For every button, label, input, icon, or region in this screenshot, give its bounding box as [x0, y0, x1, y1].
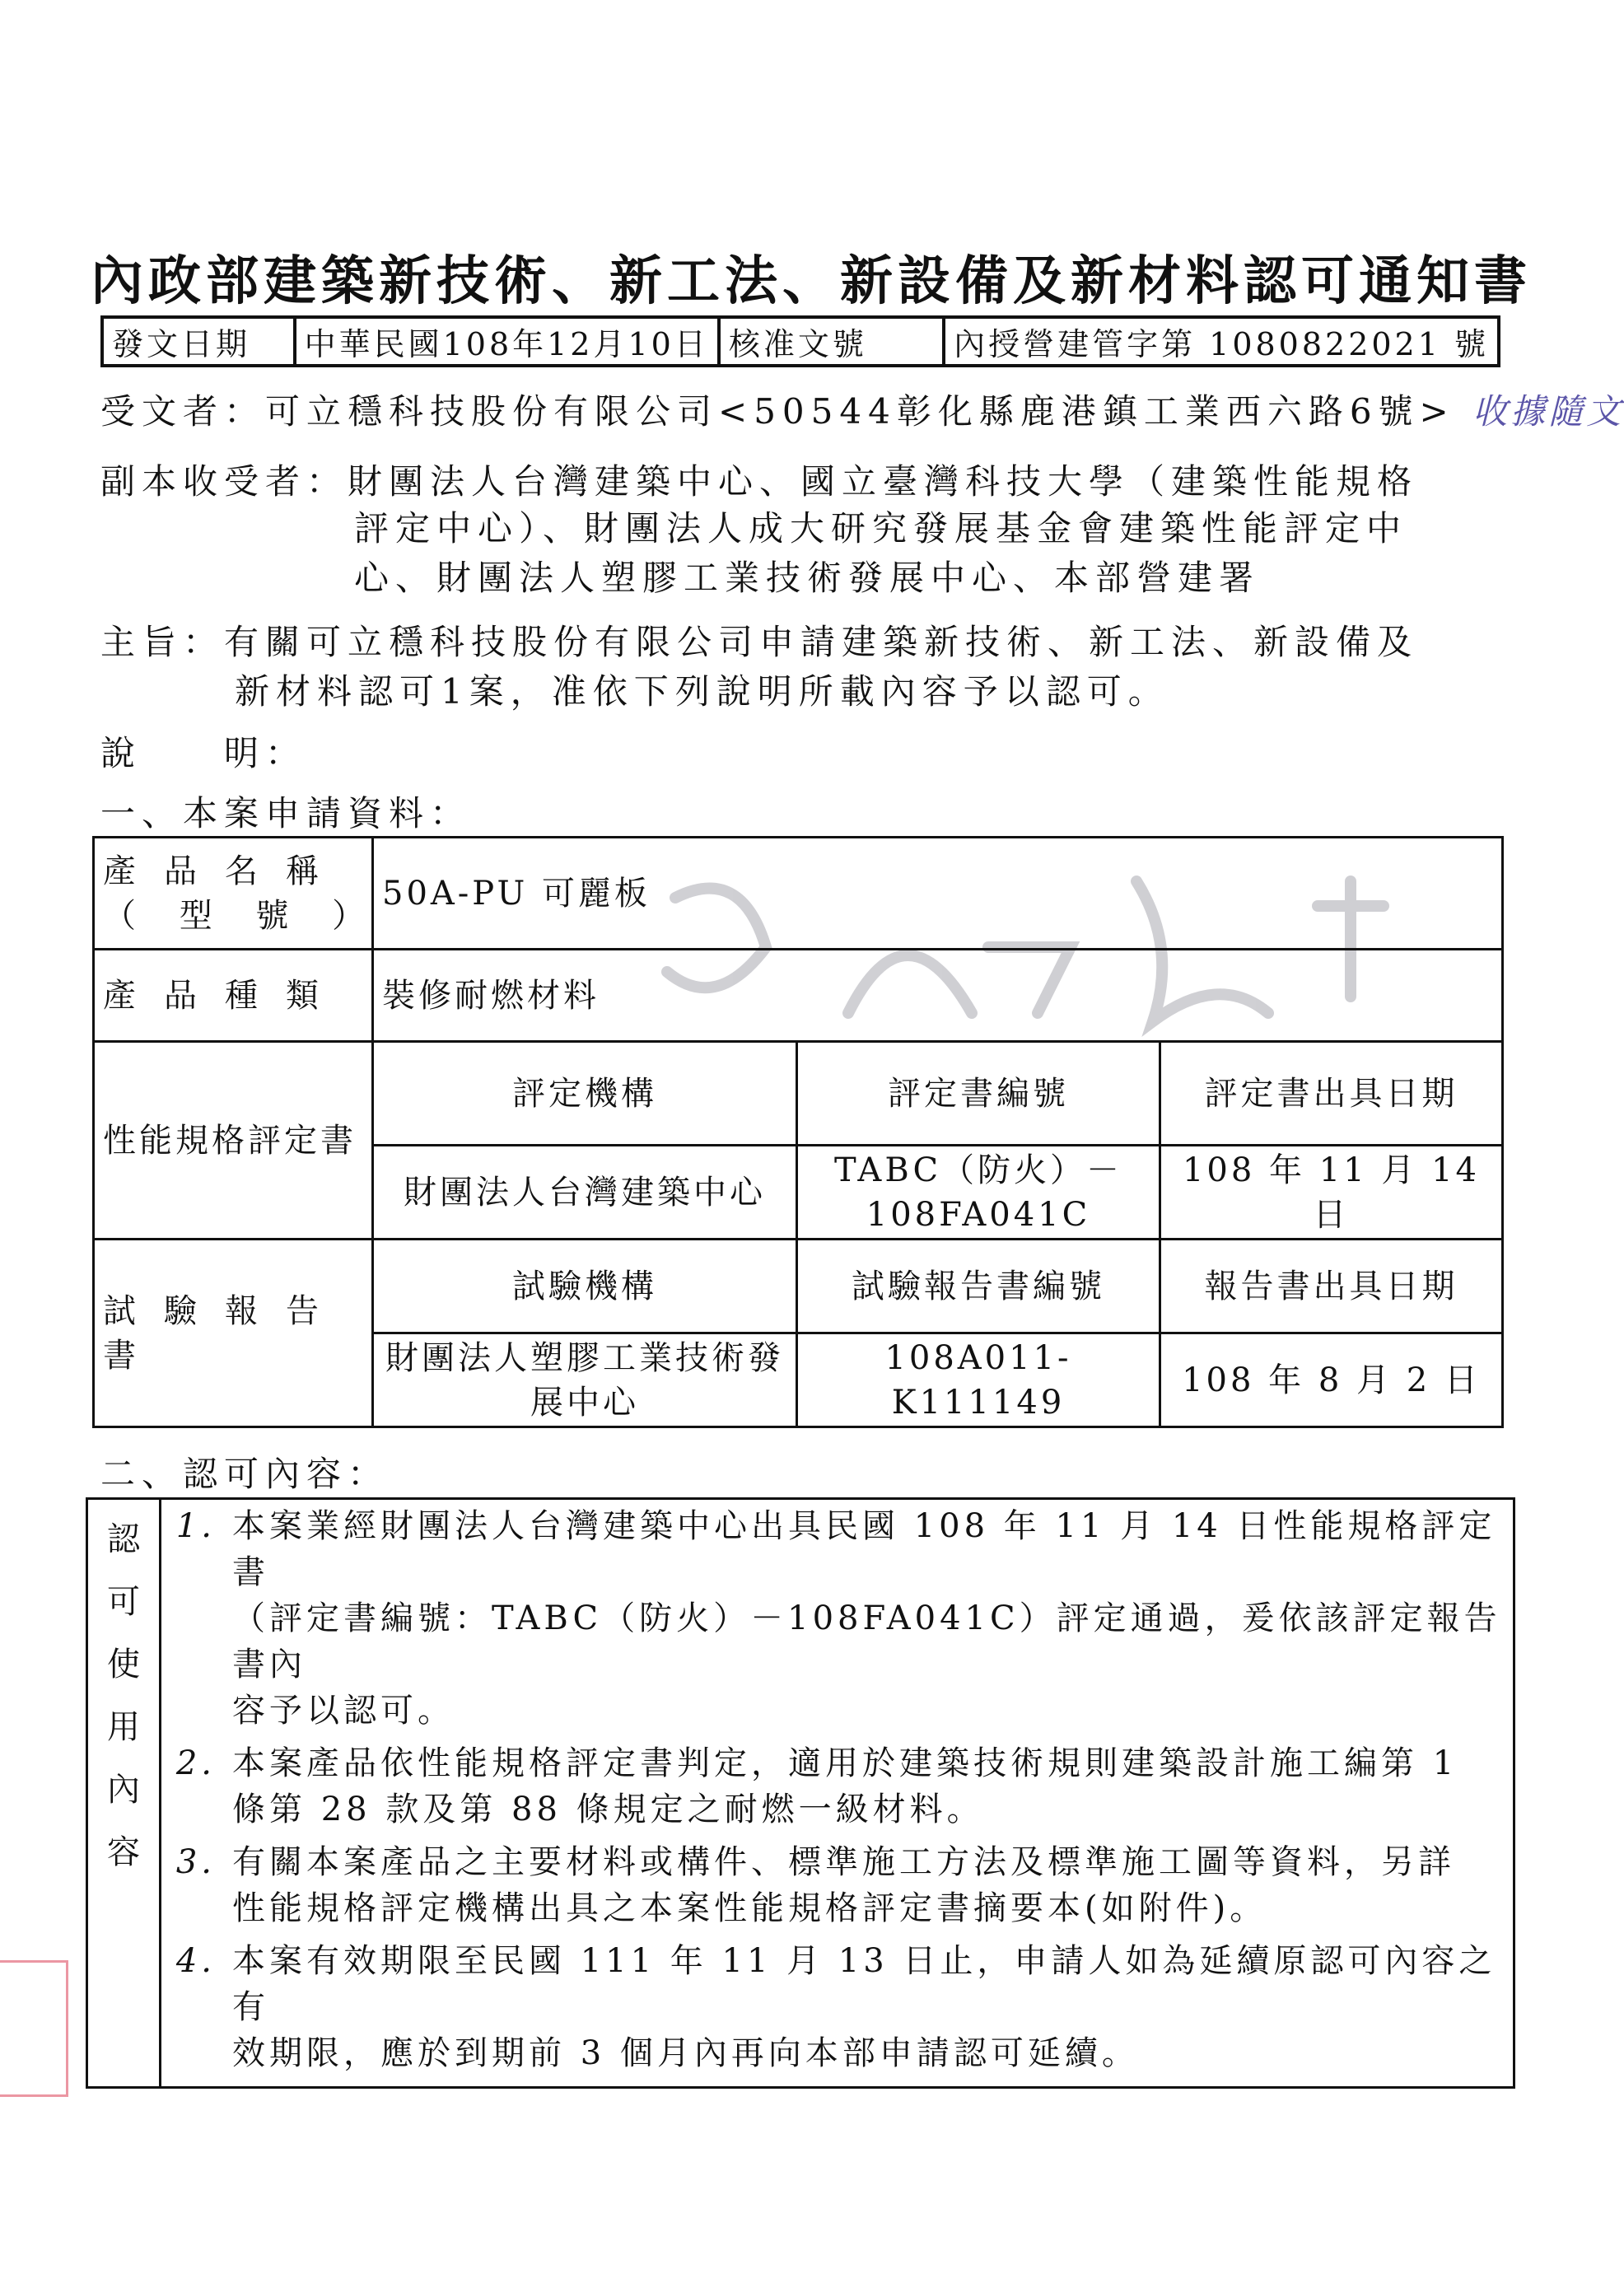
recipient-value: 可立穩科技股份有限公司<50544彰化縣鹿港鎮工業西六路6號> — [265, 391, 1455, 432]
copies-text-2: 評定中心）、財團法人成大研究發展基金會建築性能評定中 — [354, 508, 1408, 549]
item-line: 本案有效期限至民國 111 年 11 月 13 日止，申請人如為延續原認可內容之有 — [232, 1942, 1496, 2026]
side-char: 內 — [107, 1771, 140, 1809]
copies-label: 副本收受者： — [100, 461, 348, 502]
side-char: 容 — [107, 1833, 140, 1871]
explain-label: 說 明： — [100, 733, 307, 773]
product-name-label-cell — [94, 838, 382, 950]
test-org-cell — [373, 1333, 797, 1427]
side-char: 認 — [107, 1520, 140, 1558]
product-type-value: 裝修耐燃材料 — [373, 950, 1503, 1042]
item-line: 容予以認可。 — [232, 1692, 455, 1730]
item-number: 1. — [175, 1507, 216, 1545]
copies-text-3: 心、財團法人塑膠工業技術發展中心、本部營建署 — [354, 558, 1261, 598]
item-line: 效期限，應於到期前 3 個月內再向本部申請認可延續。 — [232, 2034, 1139, 2072]
handwritten-note: 收據隨文 — [1472, 391, 1624, 432]
test-header-org: 試驗機構 — [373, 1240, 797, 1333]
test-date-value: 108 年 8 月 2 日 — [1160, 1333, 1503, 1427]
eval-header-no: 評定書編號 — [797, 1042, 1160, 1146]
approval-item-2 — [161, 1740, 1505, 1833]
approved-content-items — [161, 1499, 1514, 2088]
subject-text-2: 新材料認可1案，准依下列說明所載內容予以認可。 — [235, 671, 1169, 712]
approval-no-value: 內授營建管字第 1080822021 號 — [944, 317, 1499, 366]
eval-no-line-1: TABC（防火）－ — [833, 1151, 1123, 1189]
eval-date-value: 108 年 11 月 14 日 — [1160, 1146, 1503, 1240]
item-line: 條第 28 款及第 88 條規定之耐燃一級材料。 — [232, 1791, 984, 1828]
side-char: 使 — [107, 1646, 140, 1683]
item-line: 本案產品依性能規格評定書判定，適用於建築技術規則建築設計施工編第 1 — [232, 1744, 1458, 1782]
eval-no-cell — [797, 1146, 1160, 1240]
product-type-label: 產品種類 — [94, 950, 373, 1042]
item-line: 本案業經財團法人台灣建築中心出具民國 108 年 11 月 14 日性能規格評定書 — [232, 1507, 1496, 1591]
product-name-value: 50A-PU 可麗板 — [373, 838, 1503, 950]
item-line: （評定書編號：TABC（防火）－108FA041C）評定通過，爰依該評定報告書內 — [232, 1599, 1501, 1683]
item-line: 性能規格評定機構出具之本案性能規格評定書摘要本(如附件)。 — [232, 1889, 1267, 1927]
approval-item-4 — [161, 1938, 1505, 2076]
side-char: 可 — [107, 1583, 140, 1621]
approval-no-label: 核准文號 — [719, 317, 944, 366]
section2-label: 二、認可內容： — [100, 1454, 390, 1494]
item-line: 有關本案產品之主要材料或構件、標準施工方法及標準施工圖等資料，另詳 — [232, 1843, 1455, 1881]
eval-org-value: 財團法人台灣建築中心 — [373, 1146, 797, 1240]
section1-label: 一、本案申請資料： — [100, 793, 472, 833]
test-org-line-2: 展中心 — [530, 1383, 639, 1422]
eval-no-line-2: 108FA041C — [866, 1195, 1091, 1234]
item-number: 2. — [175, 1744, 216, 1782]
red-seal-fragment — [0, 1960, 68, 2097]
subject-label: 主旨： — [100, 622, 225, 662]
test-report-label: 試驗報告書 — [94, 1240, 373, 1427]
product-model-label: （ 型 號 ） — [103, 896, 382, 935]
recipient-line — [100, 387, 1624, 437]
approved-content-table — [86, 1497, 1515, 2089]
approval-item-3 — [161, 1839, 1505, 1931]
issue-date-value: 中華民國108年12月10日 — [295, 317, 719, 366]
eval-header-date: 評定書出具日期 — [1160, 1042, 1503, 1146]
recipient-label: 受文者： — [100, 391, 266, 432]
copies-text-1: 財團法人台灣建築中心、國立臺灣科技大學（建築性能規格 — [348, 461, 1419, 502]
item-number: 4. — [175, 1942, 216, 1980]
issue-date-label: 發文日期 — [102, 317, 295, 366]
copies-line-1 — [100, 457, 1418, 507]
side-char: 用 — [107, 1708, 140, 1746]
eval-cert-label: 性能規格評定書 — [94, 1042, 373, 1240]
document-title: 內政部建築新技術、新工法、新設備及新材料認可通知書 — [91, 250, 1532, 312]
application-data-table — [92, 836, 1504, 1428]
approval-item-1 — [161, 1503, 1505, 1734]
test-header-date: 報告書出具日期 — [1160, 1240, 1503, 1333]
test-header-no: 試驗報告書編號 — [797, 1240, 1160, 1333]
header-info-table — [100, 315, 1500, 367]
item-number: 3. — [175, 1843, 216, 1881]
test-org-line-1: 財團法人塑膠工業技術發 — [385, 1338, 784, 1377]
approved-content-side-label — [87, 1499, 161, 2088]
product-name-label: 產品名稱 — [103, 852, 347, 890]
eval-header-org: 評定機構 — [373, 1042, 797, 1146]
subject-line-1 — [100, 618, 1418, 667]
subject-text-1: 有關可立穩科技股份有限公司申請建築新技術、新工法、新設備及 — [224, 622, 1419, 662]
test-no-value: 108A011-K111149 — [797, 1333, 1160, 1427]
